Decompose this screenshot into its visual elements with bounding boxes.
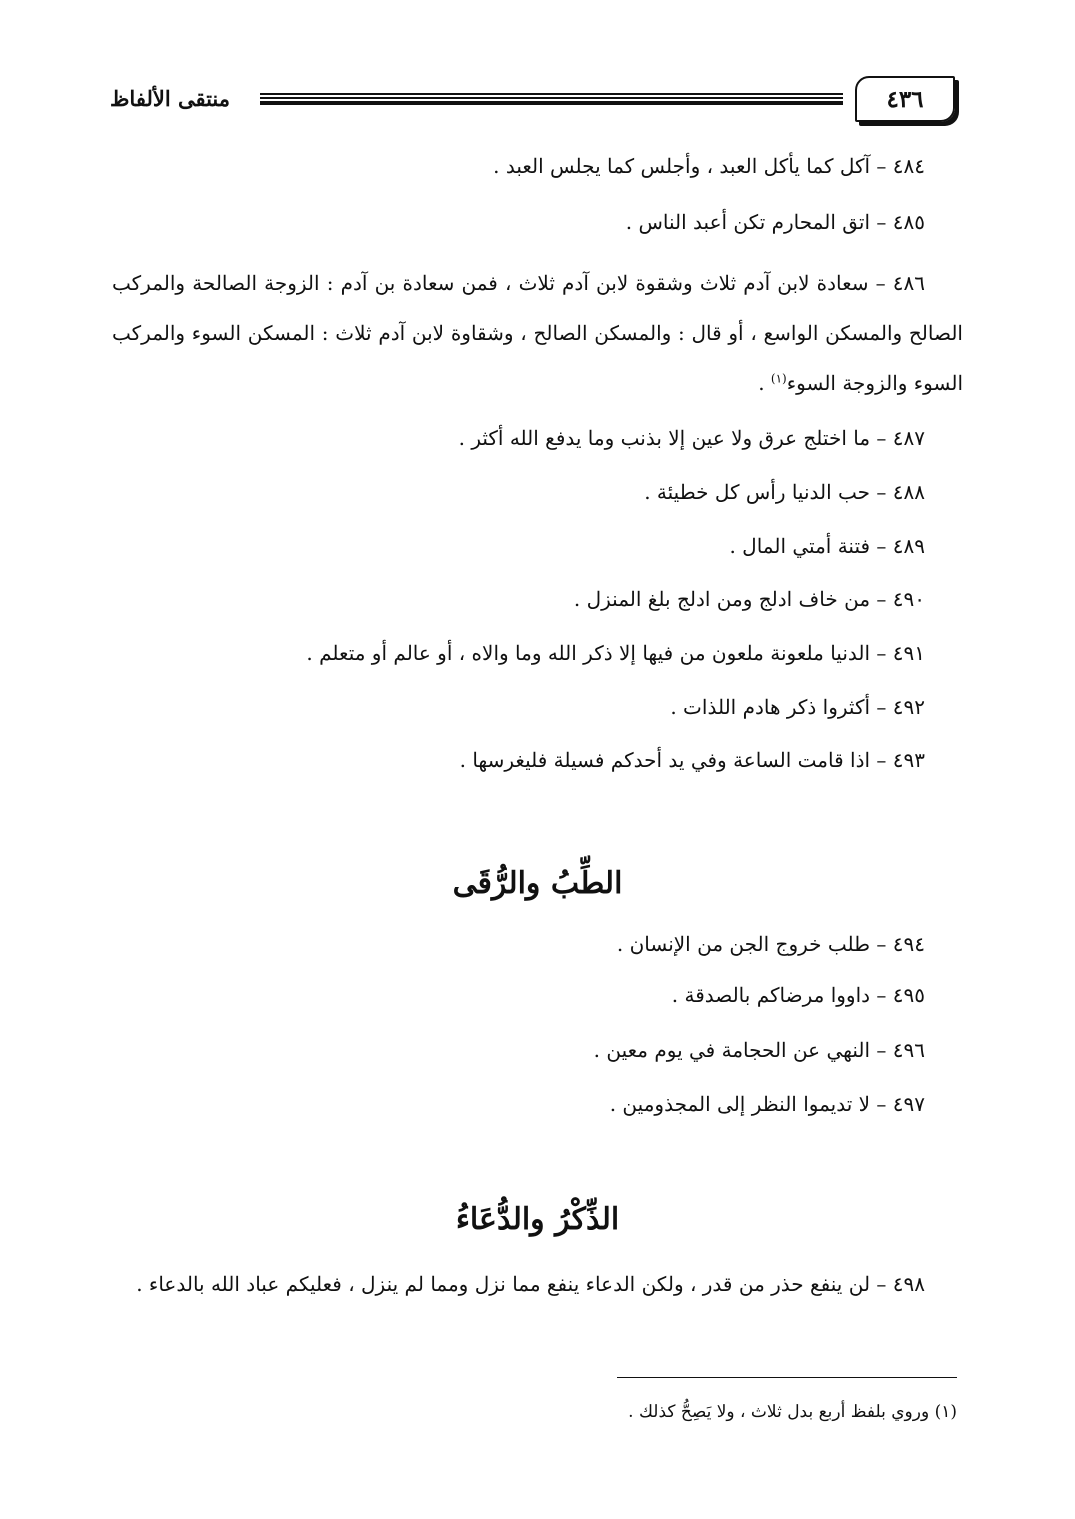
book-title: منتقى الألفاظ (110, 86, 231, 111)
entry-493: ٤٩٣ – اذا قامت الساعة وفي يد أحدكم فسيلة فليغرسها . (459, 748, 925, 772)
header-rule (260, 93, 843, 107)
entry-490: ٤٩٠ – من خاف ادلج ومن ادلج بلغ المنزل . (573, 587, 925, 611)
page-header (110, 72, 955, 132)
entry-486 (112, 258, 963, 408)
entry-495: ٤٩٥ – داووا مرضاكم بالصدقة . (671, 983, 925, 1007)
entry-496: ٤٩٦ – النهي عن الحجامة في يوم معين . (593, 1038, 925, 1062)
section-heading-medicine: الطِّبُ والرُّقَى (452, 866, 623, 901)
footnote-reference[interactable]: (١) (770, 371, 787, 386)
entry-494: ٤٩٤ – طلب خروج الجن من الإنسان . (616, 932, 925, 956)
header-rule-line (260, 93, 843, 95)
page-number: ٤٣٦ (855, 76, 955, 122)
footnote-rule (617, 1377, 957, 1378)
entry-498: ٤٩٨ – لن ينفع حذر من قدر ، ولكن الدعاء ينفع مما نزل ومما لم ينزل ، فعليكم عباد الله بالدعاء . (136, 1272, 925, 1296)
header-rule-line (260, 101, 843, 105)
entry-489: ٤٨٩ – فتنة أمتي المال . (729, 534, 925, 558)
section-heading-dhikr: الذِّكْرُ والدُّعَاءُ (455, 1202, 620, 1237)
entry-486-end: . (758, 371, 771, 395)
entry-492: ٤٩٢ – أكثروا ذكر هادم اللذات . (670, 695, 925, 719)
entry-485: ٤٨٥ – اتق المحارم تكن أعبد الناس . (625, 210, 925, 234)
entry-497: ٤٩٧ – لا تديموا النظر إلى المجذومين . (609, 1092, 925, 1116)
entry-486-text: ٤٨٦ – سعادة لابن آدم ثلاث وشقوة لابن آدم ثلاث ، فمن سعادة بن آدم : الزوجة الصالحة والمركب الصالح والمسكن الواسع ، أو قال : والمسكن الصالح ، وشقاوة لابن آدم ثلاث : المسكن السوء والمركب السوء والزوجة السوء (112, 271, 963, 395)
footnote: (١) وروي بلفظ أربع بدل ثلاث ، ولا يَصِحُّ كذلك . (628, 1402, 957, 1422)
entry-487: ٤٨٧ – ما اختلج عرق ولا عين إلا بذنب وما يدفع الله أكثر . (458, 426, 925, 450)
entry-491: ٤٩١ – الدنيا ملعونة ملعون من فيها إلا ذكر الله وما والاه ، أو عالم أو متعلم . (306, 641, 925, 665)
header-rule-line (260, 97, 843, 99)
entry-484: ٤٨٤ – آكل كما يأكل العبد ، وأجلس كما يجلس العبد . (493, 154, 925, 178)
entry-488: ٤٨٨ – حب الدنيا رأس كل خطيئة . (644, 480, 925, 504)
